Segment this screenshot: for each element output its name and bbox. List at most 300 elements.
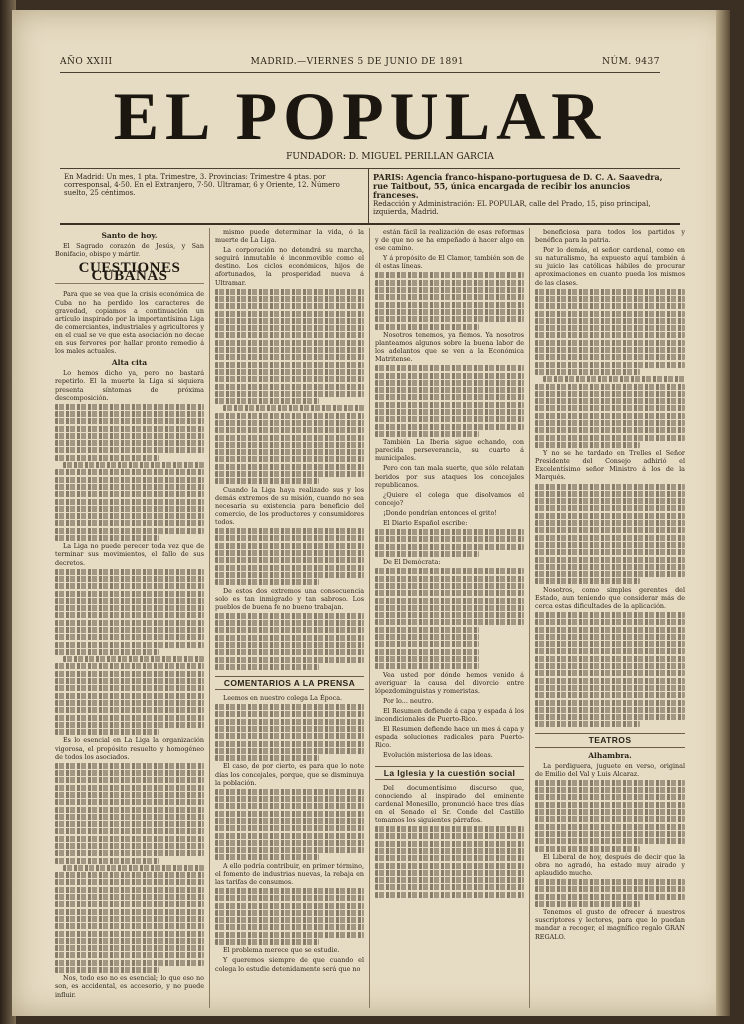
text-line xyxy=(535,809,685,815)
text-line xyxy=(375,656,479,662)
column-1 xyxy=(50,228,210,1008)
article-paragraph: Lo hemos dicho ya, pero no bastará repetirlo. El la muerte la Liga si siquiera presenta síntomas de próxima descomposición. xyxy=(55,369,204,402)
article-paragraph: Leemos en nuestro colega La Época. xyxy=(223,693,343,702)
text-line xyxy=(55,700,204,706)
text-line xyxy=(535,498,685,504)
text-line xyxy=(215,840,364,846)
article-paragraph: El problema merece que se estudie. xyxy=(223,946,340,955)
text-line xyxy=(55,591,204,597)
text-line xyxy=(55,770,204,776)
text-line xyxy=(215,420,364,426)
text-line xyxy=(215,543,364,549)
text-line xyxy=(55,576,204,582)
article-paragraph: Evolución misteriosa de las ideas. xyxy=(383,751,493,760)
text-line xyxy=(215,789,364,795)
text-line xyxy=(55,620,204,626)
text-line xyxy=(375,387,524,393)
text-line xyxy=(535,802,685,808)
text-line xyxy=(55,879,204,885)
article-paragraph: Vea usted por dónde hemos venido á averiguar la causa del divorcio entre lópezdominguistas y romeristas. xyxy=(375,670,524,695)
text-line xyxy=(535,391,685,397)
text-line xyxy=(535,405,685,411)
text-line xyxy=(375,612,524,618)
article-paragraph: Pero con tan mala suerte, que sólo relatan beridos por sus ataques los concejales republicanos. xyxy=(375,464,524,489)
text-line xyxy=(535,824,685,830)
column-4 xyxy=(530,228,690,1008)
text-line xyxy=(535,692,685,698)
text-line xyxy=(55,821,204,827)
top-dateline xyxy=(60,52,660,73)
text-line xyxy=(535,354,685,360)
text-line xyxy=(55,506,204,512)
text-line xyxy=(215,917,364,923)
text-line xyxy=(55,418,204,424)
text-line xyxy=(215,471,364,477)
text-line xyxy=(535,648,685,654)
text-line xyxy=(375,568,524,574)
text-line xyxy=(535,347,685,353)
text-line xyxy=(375,598,524,604)
article-paragraph: Por lo... neutro. xyxy=(383,696,434,705)
text-line xyxy=(535,619,685,625)
text-line xyxy=(55,923,204,929)
text-line xyxy=(375,529,524,535)
article-paragraph: El caso, de por cierto, es para que lo note días los concejales, porque, que se disminuya la población. xyxy=(215,762,364,787)
text-line xyxy=(535,700,685,706)
article-paragraph: Nos, todo eso no es esencial; lo que eso no son, es accidental, es accesorio, y no puede influir. xyxy=(55,974,204,999)
text-line xyxy=(535,564,685,570)
text-line xyxy=(375,551,479,557)
text-line xyxy=(535,549,685,555)
text-line xyxy=(215,376,364,382)
text-line xyxy=(535,435,685,441)
text-line xyxy=(215,833,364,839)
article-paragraph: Del documentísimo discurso que, conociendo al inspirado del eminente cardenal Monesillo, pronunció hace tres días en el Senado el Sr. Conde del Castillo tomamos los siguientes párrafos. xyxy=(375,783,524,824)
article-paragraph: Nosotros tenemos, ya fiemos. Ya nosotros planteamos algunos sobre la buena labor de los adelantos que se ven a la Económica Matritense. xyxy=(375,330,524,364)
column-2 xyxy=(210,228,370,1008)
text-line xyxy=(375,583,524,589)
text-line xyxy=(375,365,524,371)
text-line xyxy=(535,311,685,317)
text-line xyxy=(215,847,364,853)
text-line xyxy=(215,296,364,302)
text-line xyxy=(215,449,364,455)
text-line xyxy=(375,272,524,278)
text-line xyxy=(215,398,319,404)
article-paragraph: Es lo esencial en La Liga la organización vigorosa, el propósito resuelto y homogéneo de todos los asociados. xyxy=(55,736,204,761)
article-paragraph: Tenemos el gusto de ofrecer á nuestros suscriptores y lectores, para que lo puedan mandar a recoger, el magnífico regalo GRAN REGALO. xyxy=(535,908,685,941)
text-line xyxy=(215,535,364,541)
text-line xyxy=(55,807,204,813)
text-line xyxy=(375,649,479,655)
text-line xyxy=(55,627,204,633)
text-line xyxy=(375,848,524,854)
text-line xyxy=(215,932,364,938)
article-paragraph: Nosotros, como simples gerentes del Estado, aun teniendo que considerar más de cerca estas dificultades de la aplicación. xyxy=(535,585,685,610)
text-line xyxy=(535,780,685,786)
text-line xyxy=(55,605,204,611)
text-line xyxy=(215,733,364,739)
text-line xyxy=(375,409,524,415)
text-line xyxy=(55,598,204,604)
text-line xyxy=(55,814,204,820)
text-line xyxy=(215,664,319,670)
text-line xyxy=(375,536,524,542)
text-line xyxy=(215,442,364,448)
text-line xyxy=(535,816,685,822)
text-line xyxy=(55,612,204,618)
text-line xyxy=(215,642,364,648)
text-line xyxy=(63,462,204,468)
text-line xyxy=(215,620,364,626)
text-line xyxy=(55,484,204,490)
text-line xyxy=(535,578,640,584)
text-line xyxy=(535,296,685,302)
text-line xyxy=(55,671,204,677)
text-line xyxy=(215,354,364,360)
text-line xyxy=(215,924,364,930)
text-line xyxy=(55,433,204,439)
text-line xyxy=(55,799,204,805)
text-line xyxy=(375,402,524,408)
text-line xyxy=(535,513,685,519)
text-line xyxy=(535,303,685,309)
text-line xyxy=(543,376,685,382)
text-line xyxy=(535,685,685,691)
text-line xyxy=(535,901,640,907)
text-line xyxy=(215,726,364,732)
text-line xyxy=(55,649,159,655)
text-line xyxy=(215,318,364,324)
text-line xyxy=(55,828,204,834)
text-line xyxy=(375,641,479,647)
text-line xyxy=(375,855,524,861)
text-line xyxy=(55,843,204,849)
text-line xyxy=(63,865,204,871)
article-paragraph: ¡Donde pondrían entonces el grito! xyxy=(383,508,497,517)
text-line xyxy=(375,380,524,386)
text-line xyxy=(55,499,204,505)
text-line xyxy=(215,565,364,571)
text-line xyxy=(55,455,159,461)
text-line xyxy=(55,858,159,864)
text-line xyxy=(215,825,364,831)
text-line xyxy=(375,287,524,293)
theatre-subheading: Alhambra. xyxy=(588,750,632,760)
text-line xyxy=(215,748,364,754)
text-line xyxy=(215,369,364,375)
text-line xyxy=(215,939,319,945)
text-line xyxy=(535,612,685,618)
text-line xyxy=(535,362,685,368)
year-label: AÑO XXIII xyxy=(60,57,113,67)
saint-heading: Santo de hoy. xyxy=(101,231,158,240)
text-line xyxy=(535,289,685,295)
text-line xyxy=(535,442,640,448)
text-line xyxy=(55,583,204,589)
article-paragraph: La corporación no detendrá su marcha, seguirá inmutable é inconmovible como el destino. Los ciclos económicos, hijos de afortunados, la prosperidad nueva á Ultramar. xyxy=(215,246,364,287)
text-line xyxy=(375,324,479,330)
article-paragraph: De El Demócrata: xyxy=(383,558,441,567)
text-line xyxy=(535,670,685,676)
subscription-agency xyxy=(369,169,680,223)
text-line xyxy=(55,426,204,432)
text-line xyxy=(535,663,685,669)
text-line xyxy=(535,420,685,426)
text-line xyxy=(375,877,524,883)
agency-body: Redacción y Administración: EL POPULAR, calle del Prado, 15, piso principal, izquierda, Madrid. xyxy=(373,200,651,216)
text-line xyxy=(375,544,524,550)
issue-number: NÚM. 9437 xyxy=(602,57,660,67)
text-line xyxy=(535,571,685,577)
text-line xyxy=(375,841,524,847)
text-line xyxy=(55,938,204,944)
subscription-prices: En Madrid: Un mes, 1 pta. Trimestre, 3. Provincias: Trimestre 4 ptas. por corresponsal, 4·50. En el Extranjero, 7·50. Ultramar, 6 y Oriente, 12. Número suelto, 25 céntimos. xyxy=(60,169,369,223)
text-line xyxy=(55,729,159,735)
text-line xyxy=(215,719,364,725)
text-line xyxy=(375,294,524,300)
text-line xyxy=(55,535,159,541)
text-line xyxy=(55,887,204,893)
text-line xyxy=(55,642,204,648)
article-paragraph: A ello podría contribuir, en primer término, el fomento de industrias nuevas, la rebaja en las tarifas de consumos. xyxy=(215,861,364,886)
text-line xyxy=(375,373,524,379)
text-line xyxy=(375,634,479,640)
text-line xyxy=(63,656,204,662)
text-line xyxy=(55,447,204,453)
text-line xyxy=(375,576,524,582)
text-line xyxy=(375,302,524,308)
text-line xyxy=(55,894,204,900)
page-edge xyxy=(716,10,730,1016)
article-paragraph: El Resumen defiende á capa y espada á los incondicionales de Puerto-Rico. xyxy=(375,706,524,724)
text-line xyxy=(375,605,524,611)
text-line xyxy=(535,427,685,433)
text-line xyxy=(55,440,204,446)
text-line xyxy=(535,332,685,338)
text-line xyxy=(535,484,685,490)
text-line xyxy=(535,886,685,892)
founder-line: FUNDADOR: D. MIGUEL PERILLAN GARCIA xyxy=(286,152,494,162)
text-line xyxy=(375,663,479,669)
text-line xyxy=(215,579,319,585)
text-line xyxy=(55,678,204,684)
text-line xyxy=(55,569,204,575)
article-subheading: Alta cita xyxy=(111,358,148,368)
text-line xyxy=(215,741,364,747)
text-line xyxy=(55,520,204,526)
text-line xyxy=(215,803,364,809)
text-line xyxy=(535,318,685,324)
text-line xyxy=(55,945,204,951)
text-line xyxy=(55,411,204,417)
text-line xyxy=(55,792,204,798)
article-paragraph: beneficiosa para todos los partidos y benéfica para la patria. xyxy=(535,228,685,245)
text-line xyxy=(215,478,319,484)
newspaper-title: EL POPULAR xyxy=(113,78,607,154)
text-line xyxy=(215,895,364,901)
text-line xyxy=(215,347,364,353)
text-line xyxy=(215,711,364,717)
text-line xyxy=(375,280,524,286)
text-line xyxy=(55,707,204,713)
text-line xyxy=(535,879,685,885)
text-line xyxy=(55,663,204,669)
text-line xyxy=(55,850,204,856)
text-line xyxy=(55,777,204,783)
press-section-header: COMENTARIOS A LA PRENSA xyxy=(215,676,364,690)
text-line xyxy=(535,721,640,727)
text-line xyxy=(215,649,364,655)
text-line xyxy=(375,590,524,596)
text-line xyxy=(55,952,204,958)
article-paragraph: Por lo demás, el señor cardenal, como en su naturalismo, ha expuesto aquí también á su juicio las católicas hábiles de procurar aproximaciones en cuanto pueda los mismos de las clases. xyxy=(535,246,685,287)
article-paragraph: Y queremos siempre de que cuando el colega lo estudie detenidamente será que no xyxy=(215,956,364,973)
text-line xyxy=(55,785,204,791)
text-line xyxy=(535,838,685,844)
text-line xyxy=(215,811,364,817)
text-line xyxy=(215,289,364,295)
text-line xyxy=(535,413,685,419)
text-line xyxy=(215,435,364,441)
text-line xyxy=(535,627,685,633)
text-line xyxy=(215,818,364,824)
text-line xyxy=(535,369,640,375)
article-paragraph: El Liberal de hoy, después de decir que la obra no agradó, ha estado muy airado y aplaudido mucho. xyxy=(535,852,685,877)
subscription-box xyxy=(60,168,680,225)
text-line xyxy=(215,303,364,309)
text-line xyxy=(215,635,364,641)
text-line xyxy=(215,627,364,633)
column-3 xyxy=(370,228,530,1008)
article-paragraph: También La Iberia sigue echando, con parecida perseverancia, su cuarto á municipales. xyxy=(375,438,524,463)
text-line xyxy=(375,627,479,633)
text-line xyxy=(535,714,685,720)
article-paragraph: están fácil la realización de esas reformas y de que no se ha empeñado á hacer algo en ese camino. xyxy=(375,228,524,253)
text-line xyxy=(215,903,364,909)
text-line xyxy=(535,707,685,713)
article-columns xyxy=(50,228,690,1008)
text-line xyxy=(55,872,204,878)
text-line xyxy=(55,931,204,937)
text-line xyxy=(55,404,204,410)
text-line xyxy=(535,894,685,900)
text-line xyxy=(55,528,204,534)
article-paragraph: Y no se he tardado en Trelles el Señor Presidente del Consejo adhirió el Excelentísimo señor Ministro á los de la Marqués. xyxy=(535,449,685,482)
saint-text: El Sagrado corazón de Jesús, y San Bonifacio, obispo y mártir. xyxy=(55,242,204,259)
text-line xyxy=(375,863,524,869)
text-line xyxy=(375,416,524,422)
text-line xyxy=(535,535,685,541)
article-paragraph: ¿Quiere el colega que disolvamos el concejo? xyxy=(375,490,524,507)
text-line xyxy=(55,909,204,915)
text-line xyxy=(535,491,685,497)
text-line xyxy=(55,685,204,691)
text-line xyxy=(215,332,364,338)
text-line xyxy=(215,362,364,368)
text-line xyxy=(375,892,524,898)
text-line xyxy=(535,634,685,640)
text-line xyxy=(535,678,685,684)
text-line xyxy=(215,413,364,419)
article-paragraph: El Resumen defiende hace un mes á capa y espada soluciones radicales para Puerto-Rico. xyxy=(375,725,524,750)
agency-title: PARIS: Agencia franco-hispano-portuguesa de D. C. A. Saavedra, rue Taitbout, 55, única encargada de recibir los anuncios franceses. xyxy=(373,172,663,200)
text-line xyxy=(215,572,364,578)
text-line xyxy=(215,704,364,710)
text-line xyxy=(55,491,204,497)
text-line xyxy=(215,796,364,802)
text-line xyxy=(535,641,685,647)
text-line xyxy=(535,656,685,662)
article-paragraph: La Liga no puede perecer toda vez que de terminar sus movimientos, el fallo de sus decretos. xyxy=(55,542,204,567)
text-line xyxy=(55,693,204,699)
text-line xyxy=(375,316,524,322)
text-line xyxy=(55,916,204,922)
text-line xyxy=(55,722,204,728)
text-line xyxy=(55,634,204,640)
text-line xyxy=(375,833,524,839)
text-line xyxy=(375,619,524,625)
article-paragraph: Y á propósito de El Clamor, también son de él estas líneas. xyxy=(375,254,524,271)
article-headline: CUESTIONES CUBANAS xyxy=(55,264,204,284)
text-line xyxy=(215,427,364,433)
text-line xyxy=(375,884,524,890)
article-paragraph: La perdiguera, juguete en verso, original de Emilio del Val y Luis Alcaraz. xyxy=(535,761,685,778)
text-line xyxy=(535,520,685,526)
article-paragraph: Cuando la Liga haya realizado sus y los demás extremos de su misión, cuando no sea necesaria su existencia para beneficio del comercio, de los productores y consumidores todos. xyxy=(215,485,364,527)
text-line xyxy=(535,384,685,390)
text-line xyxy=(215,340,364,346)
text-line xyxy=(215,391,364,397)
church-section-header: La Iglesia y la cuestión social xyxy=(375,766,524,780)
text-line xyxy=(535,398,685,404)
text-line xyxy=(215,464,364,470)
text-line xyxy=(215,755,319,761)
text-line xyxy=(215,311,364,317)
text-line xyxy=(375,394,524,400)
text-line xyxy=(215,384,364,390)
text-line xyxy=(223,405,364,411)
text-line xyxy=(535,794,685,800)
text-line xyxy=(215,325,364,331)
theatre-section-header: TEATROS xyxy=(535,733,685,747)
text-line xyxy=(215,854,319,860)
text-line xyxy=(215,910,364,916)
text-line xyxy=(535,527,685,533)
text-line xyxy=(215,557,364,563)
text-line xyxy=(535,557,685,563)
text-line xyxy=(215,550,364,556)
article-paragraph: El Diario Español escribe: xyxy=(383,519,468,528)
text-line xyxy=(535,325,685,331)
text-line xyxy=(375,826,524,832)
article-paragraph: mismo puede determinar la vida, ó la muerte de La Liga. xyxy=(215,228,364,245)
text-line xyxy=(535,831,685,837)
text-line xyxy=(535,542,685,548)
text-line xyxy=(55,901,204,907)
article-intro: Para que se vea que la crisis económica de Cuba no ha perdido los caracteres de gravedad, copiamos a continuación un artículo inspirado por la importantísima Liga de comerciantes, industriales y agricultores y en el cual se ve que esta asociación no decae en sus fervores por hallar pronto remedio á los males actuales. xyxy=(55,290,204,356)
text-line xyxy=(215,528,364,534)
article-paragraph: De estos dos extremos una consecuencia solo es tan inmigrado y tan sabroso. Los pueblos de buena fe no bueno trabajan. xyxy=(215,586,364,611)
text-line xyxy=(535,340,685,346)
text-line xyxy=(375,309,524,315)
text-line xyxy=(535,787,685,793)
text-line xyxy=(375,870,524,876)
text-line xyxy=(375,424,524,430)
text-line xyxy=(535,846,640,852)
text-line xyxy=(55,715,204,721)
text-line xyxy=(55,960,204,966)
